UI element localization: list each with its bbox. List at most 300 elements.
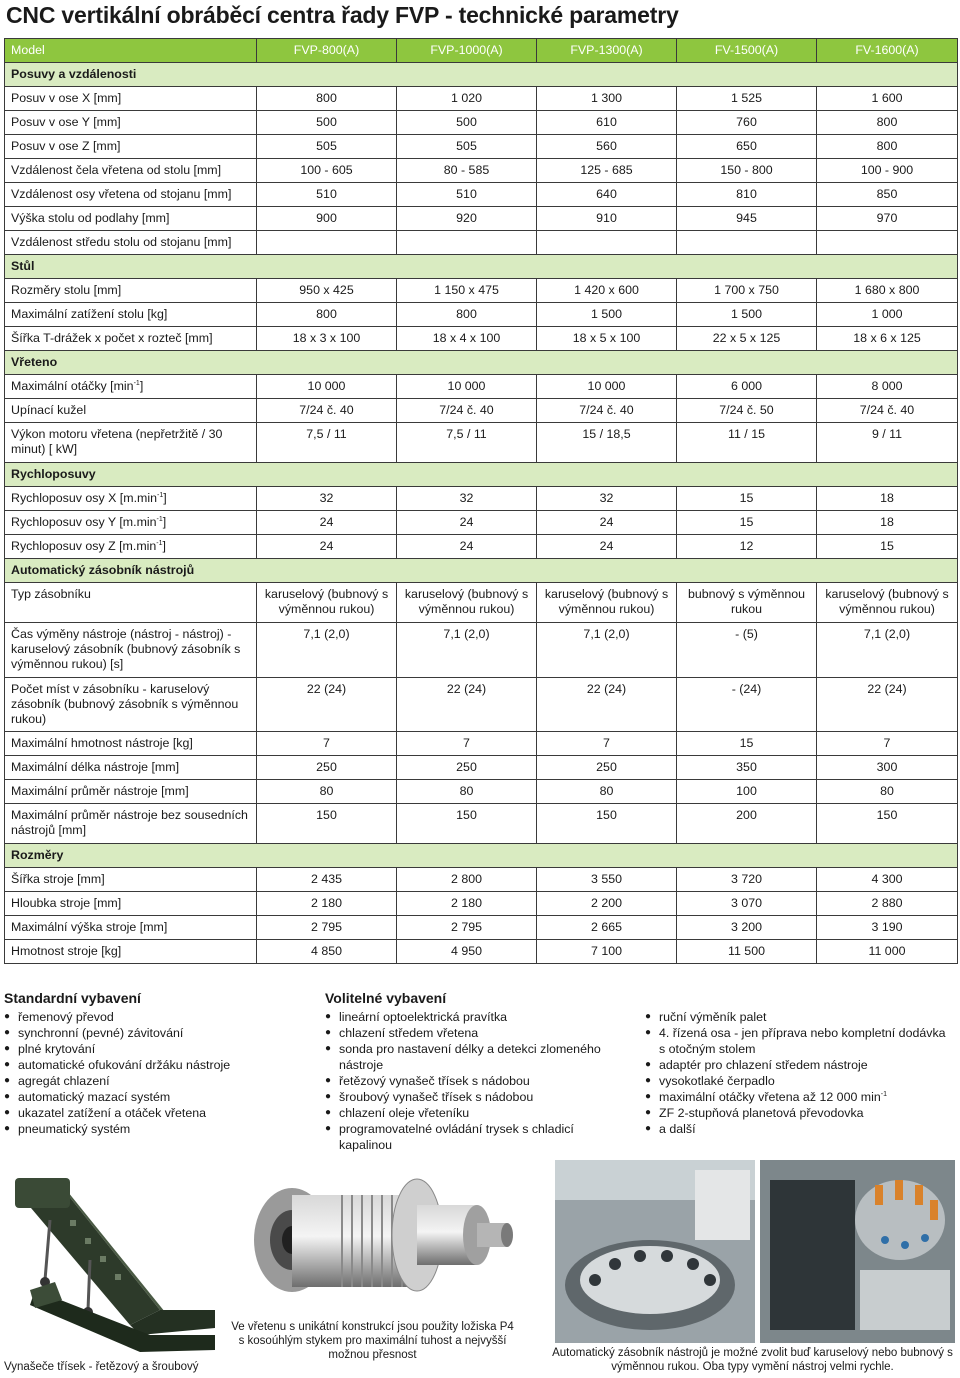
row-label [5,804,257,844]
list-item [645,1025,955,1057]
table-row [5,535,958,559]
table-cell: 15 [817,535,958,559]
table-cell: 2 800 [397,868,537,892]
table-cell: 7/24 č. 50 [677,399,817,423]
row-label-text: Výkon motoru vřetena (nepřetržitě / 30 minut) [ kW] [11,427,223,456]
table-row [5,87,958,111]
table-cell: 4 300 [817,868,958,892]
list-item [325,1025,625,1041]
unit-exponent: -1 [156,491,164,499]
row-label-text: Maximální otáčky [min [11,379,134,393]
table-cell: 22 (24) [397,678,537,732]
table-cell: 24 [537,511,677,535]
table-cell: 7 100 [537,940,677,964]
table-row [5,804,958,844]
table-cell: bubnový s výměnnou rukou [677,583,817,623]
row-label-text: Maximální výška stroje [mm] [11,920,168,934]
table-cell: 6 000 [677,375,817,399]
table-cell: 945 [677,207,817,231]
spindle-image [232,1155,522,1315]
table-cell: karuselový (bubnový s výměnnou rukou) [537,583,677,623]
table-cell: 1 000 [817,303,958,327]
row-label-text: Maximální zatížení stolu [kg] [11,307,168,321]
standard-equipment [4,990,304,1137]
table-cell: 250 [257,756,397,780]
row-label [5,940,257,964]
table-cell [397,231,537,255]
table-row [5,231,958,255]
row-label [5,892,257,916]
table-cell: 15 / 18,5 [537,423,677,463]
table-cell: 1 500 [677,303,817,327]
list-item-text: ukazatel zatížení a otáček vřetena [18,1106,207,1120]
table-cell: 510 [257,183,397,207]
table-cell: 100 [677,780,817,804]
table-cell: 32 [397,487,537,511]
table-cell: 1 525 [677,87,817,111]
table-cell: 9 / 11 [817,423,958,463]
list-item [645,1057,955,1073]
table-cell: 970 [817,207,958,231]
row-label-text: Čas výměny nástroje (nástroj - nástroj) - karuselový zásobník (bubnový zásobník s výměnnou rukou) [s] [11,627,241,671]
row-label [5,583,257,623]
list-item-text: ZF 2-stupňová planetová převodovka [659,1106,864,1120]
list-item-text: chlazení oleje vřeteníku [339,1106,470,1120]
list-item-text: pneumatický systém [18,1122,131,1136]
list-item-text: lineární optoelektrická pravítka [339,1010,508,1024]
table-cell: 11 000 [817,940,958,964]
section-title: Posuvy a vzdálenosti [5,63,958,87]
table-cell: 18 x 5 x 100 [537,327,677,351]
table-cell: 910 [537,207,677,231]
list-item [325,1041,625,1073]
table-cell: 3 200 [677,916,817,940]
header-model-name: FV-1500(A) [677,39,817,63]
table-cell [817,231,958,255]
section-title: Vřeteno [5,351,958,375]
table-cell: 80 [537,780,677,804]
table-cell: 15 [677,487,817,511]
optional-equipment-2 [645,1009,955,1137]
row-label [5,87,257,111]
row-label [5,399,257,423]
table-row [5,583,958,623]
list-item [4,1089,304,1105]
list-item [325,1009,625,1025]
table-row [5,732,958,756]
section-header-row [5,559,958,583]
table-row [5,423,958,463]
table-cell: 3 070 [677,892,817,916]
table-cell: 150 - 800 [677,159,817,183]
table-cell: 150 [397,804,537,844]
header-model-label: Model [5,39,257,63]
table-row [5,756,958,780]
table-cell: 800 [817,111,958,135]
list-item-text: programovatelné ovládání trysek s chladicí kapalinou [339,1122,574,1152]
row-label [5,135,257,159]
row-label-suffix: ] [139,379,144,393]
table-cell: 1 420 x 600 [537,279,677,303]
row-label-text: Posuv v ose X [mm] [11,91,122,105]
standard-list [4,1009,304,1137]
row-label-text: Maximální délka nástroje [mm] [11,760,180,774]
row-label-text: Maximální průměr nástroje [mm] [11,784,189,798]
table-cell: 505 [397,135,537,159]
row-label-suffix: ] [162,539,166,553]
table-row [5,623,958,678]
list-item [325,1121,625,1153]
table-row [5,780,958,804]
table-cell: 3 550 [537,868,677,892]
row-label [5,511,257,535]
magazine-caption: Automatický zásobník nástrojů je možné zvolit buď karuselový nebo bubnový s výměnnou rukou. Oba typy vymění nástroj velmi rychle. [552,1347,953,1373]
table-cell: 1 150 x 475 [397,279,537,303]
row-label-text: Výška stolu od podlahy [mm] [11,211,170,225]
table-cell: karuselový (bubnový s výměnnou rukou) [397,583,537,623]
table-cell: karuselový (bubnový s výměnnou rukou) [257,583,397,623]
list-item [4,1121,304,1137]
table-cell: 650 [677,135,817,159]
table-cell: 200 [677,804,817,844]
row-label-text: Upínací kužel [11,403,87,417]
table-cell: 2 795 [397,916,537,940]
conveyor-caption: Vynašeče třísek - řetězový a šroubový [4,1361,199,1373]
table-cell: 250 [397,756,537,780]
table-row [5,511,958,535]
row-label [5,535,257,559]
list-item [4,1073,304,1089]
table-cell: 2 880 [817,892,958,916]
table-cell: 18 x 4 x 100 [397,327,537,351]
table-cell: 12 [677,535,817,559]
table-cell: 1 600 [817,87,958,111]
list-item [645,1121,955,1137]
table-cell: 1 300 [537,87,677,111]
table-cell: 800 [817,135,958,159]
table-cell: 100 - 605 [257,159,397,183]
table-cell: 760 [677,111,817,135]
table-cell: - (5) [677,623,817,678]
table-cell: 510 [397,183,537,207]
table-cell: 18 x 3 x 100 [257,327,397,351]
table-cell: 3 190 [817,916,958,940]
table-cell: 150 [257,804,397,844]
list-item [645,1105,955,1121]
list-item-text: 4. řízená osa - jen příprava nebo kompletní dodávka s otočným stolem [659,1026,946,1056]
list-item-text: adaptér pro chlazení středem nástroje [659,1058,868,1072]
list-item-text: automatický mazací systém [18,1090,171,1104]
table-cell: 7/24 č. 40 [817,399,958,423]
table-cell: 1 500 [537,303,677,327]
row-label [5,183,257,207]
table-cell: 300 [817,756,958,780]
table-cell: 7 [817,732,958,756]
table-cell: 22 x 5 x 125 [677,327,817,351]
row-label-text: Hloubka stroje [mm] [11,896,122,910]
list-item [4,1105,304,1121]
unit-exponent: -1 [133,379,140,387]
table-cell: 80 [817,780,958,804]
table-cell: 24 [537,535,677,559]
list-item [325,1105,625,1121]
row-label [5,623,257,678]
list-item [325,1089,625,1105]
row-label [5,303,257,327]
table-row [5,327,958,351]
table-cell: 15 [677,511,817,535]
header-model-name: FVP-800(A) [257,39,397,63]
row-label [5,327,257,351]
list-item-text: řetězový vynašeč třísek s nádobou [339,1074,530,1088]
row-label [5,231,257,255]
table-cell: 11 500 [677,940,817,964]
row-label-text: Typ zásobníku [11,587,91,601]
table-cell: 900 [257,207,397,231]
unit-exponent: -1 [156,539,163,547]
row-label-text: Maximální průměr nástroje bez sousedních nástrojů [mm] [11,808,248,837]
table-cell: 800 [257,87,397,111]
table-cell: 22 (24) [257,678,397,732]
table-cell: 850 [817,183,958,207]
table-cell: 610 [537,111,677,135]
table-cell: 18 x 6 x 125 [817,327,958,351]
list-item-text: sonda pro nastavení délky a detekci zlomeného nástroje [339,1042,601,1072]
optional-list [325,1009,625,1153]
table-cell: 920 [397,207,537,231]
unit-exponent: -1 [156,515,163,523]
list-item [4,1025,304,1041]
spindle-caption: Ve vřetenu s unikátní konstrukcí jsou použity ložiska P4 s kosoúhlým stykem pro maximální tuhost a nejvyšší možnou přesnost [231,1321,514,1361]
table-row [5,868,958,892]
table-cell: 22 (24) [537,678,677,732]
table-cell: 560 [537,135,677,159]
row-label-text: Rychloposuv osy X [m.min [11,491,157,505]
list-item-text: synchronní (pevné) závitování [18,1026,184,1040]
list-item [325,1073,625,1089]
table-cell: 2 435 [257,868,397,892]
table-row [5,207,958,231]
row-label [5,678,257,732]
table-cell: 810 [677,183,817,207]
table-cell [677,231,817,255]
table-cell: - (24) [677,678,817,732]
table-cell: 1 700 x 750 [677,279,817,303]
tool-magazine-image [555,1160,955,1343]
table-cell: 950 x 425 [257,279,397,303]
row-label-text: Šířka stroje [mm] [11,872,105,886]
list-item-text: agregát chlazení [18,1074,110,1088]
section-title: Rychloposuvy [5,463,958,487]
row-label [5,111,257,135]
section-title: Rozměry [5,844,958,868]
list-item [4,1009,304,1025]
table-cell: 7 [397,732,537,756]
table-cell: 1 680 x 800 [817,279,958,303]
list-item-text: plné krytování [18,1042,96,1056]
table-cell: 24 [257,535,397,559]
equipment-lists [0,990,960,1160]
row-label [5,756,257,780]
table-row [5,111,958,135]
row-label [5,207,257,231]
table-cell: karuselový (bubnový s výměnnou rukou) [817,583,958,623]
table-cell: 2 180 [397,892,537,916]
table-row [5,399,958,423]
row-label-text: Vzdálenost osy vřetena od stojanu [mm] [11,187,232,201]
row-label-text: Šířka T-drážek x počet x rozteč [mm] [11,331,213,345]
table-cell: 7,5 / 11 [257,423,397,463]
table-cell: 11 / 15 [677,423,817,463]
row-label-suffix: ] [163,491,167,505]
table-cell: 7,1 (2,0) [537,623,677,678]
table-row [5,940,958,964]
chip-conveyor-image [0,1160,225,1355]
header-model-name: FV-1600(A) [817,39,958,63]
optional-title: Volitelné vybavení [325,990,447,1006]
table-cell: 4 850 [257,940,397,964]
row-label [5,916,257,940]
table-cell: 15 [677,732,817,756]
table-cell: 100 - 900 [817,159,958,183]
table-cell: 24 [397,535,537,559]
row-label-text: Počet míst v zásobníku - karuselový zásobník (bubnový zásobník s výměnnou rukou) [11,682,239,726]
list-item [645,1009,955,1025]
table-cell: 150 [817,804,958,844]
table-cell: 7,1 (2,0) [397,623,537,678]
table-cell: 10 000 [537,375,677,399]
row-label-text: Posuv v ose Y [mm] [11,115,121,129]
table-cell [257,231,397,255]
table-header-row [5,39,958,63]
unit-exponent: -1 [880,1090,887,1098]
table-cell: 500 [397,111,537,135]
table-cell: 80 [397,780,537,804]
row-label-text: Rychloposuv osy Z [m.min [11,539,157,553]
table-cell: 7,1 (2,0) [257,623,397,678]
table-row [5,487,958,511]
table-cell: 80 [257,780,397,804]
table-cell [537,231,677,255]
section-title: Automatický zásobník nástrojů [5,559,958,583]
header-model-name: FVP-1000(A) [397,39,537,63]
table-row [5,892,958,916]
table-row [5,678,958,732]
row-label [5,487,257,511]
row-label-text: Vzdálenost středu stolu od stojanu [mm] [11,235,232,249]
table-row [5,303,958,327]
row-label-text: Rychloposuv osy Y [m.min [11,515,157,529]
table-cell: 500 [257,111,397,135]
table-cell: 800 [257,303,397,327]
section-header-row [5,463,958,487]
table-row [5,159,958,183]
table-cell: 18 [817,511,958,535]
table-cell: 32 [537,487,677,511]
row-label-text: Rozměry stolu [mm] [11,283,122,297]
list-item-text: řemenový převod [18,1010,114,1024]
row-label [5,732,257,756]
list-item [645,1073,955,1089]
table-cell: 800 [397,303,537,327]
table-cell: 150 [537,804,677,844]
table-cell: 4 950 [397,940,537,964]
table-cell: 2 665 [537,916,677,940]
row-label [5,868,257,892]
list-item-text: maximální otáčky vřetena až 12 000 min [659,1090,881,1104]
row-label-suffix: ] [162,515,167,529]
list-item-text: šroubový vynašeč třísek s nádobou [339,1090,534,1104]
table-row [5,279,958,303]
table-row [5,375,958,399]
table-cell: 24 [397,511,537,535]
table-cell: 8 000 [817,375,958,399]
table-cell: 505 [257,135,397,159]
row-label [5,375,257,399]
spec-table [4,38,958,964]
table-cell: 7,5 / 11 [397,423,537,463]
table-cell: 7 [257,732,397,756]
table-cell: 32 [257,487,397,511]
section-title: Stůl [5,255,958,279]
page-title: CNC vertikální obráběcí centra řady FVP - technické parametry [6,2,679,28]
list-item-text: vysokotlaké čerpadlo [659,1074,775,1088]
table-cell: 7 [537,732,677,756]
table-cell: 250 [537,756,677,780]
optional-equipment [325,990,625,1153]
list-item [4,1057,304,1073]
table-cell: 24 [257,511,397,535]
table-cell: 10 000 [257,375,397,399]
list-item [645,1089,955,1105]
table-cell: 7/24 č. 40 [257,399,397,423]
section-header-row [5,255,958,279]
list-item [4,1041,304,1057]
table-cell: 1 020 [397,87,537,111]
row-label [5,780,257,804]
table-cell: 80 - 585 [397,159,537,183]
table-cell: 2 180 [257,892,397,916]
table-cell: 10 000 [397,375,537,399]
table-cell: 125 - 685 [537,159,677,183]
section-header-row [5,63,958,87]
section-header-row [5,844,958,868]
table-cell: 18 [817,487,958,511]
standard-title: Standardní vybavení [4,990,141,1006]
table-cell: 7/24 č. 40 [537,399,677,423]
table-cell: 3 720 [677,868,817,892]
row-label-text: Maximální hmotnost nástroje [kg] [11,736,193,750]
table-cell: 640 [537,183,677,207]
header-model-name: FVP-1300(A) [537,39,677,63]
table-row [5,183,958,207]
row-label [5,159,257,183]
table-cell: 2 200 [537,892,677,916]
table-cell: 7,1 (2,0) [817,623,958,678]
row-label [5,279,257,303]
table-row [5,916,958,940]
row-label-text: Vzdálenost čela vřetena od stolu [mm] [11,163,222,177]
table-cell: 7/24 č. 40 [397,399,537,423]
table-cell: 350 [677,756,817,780]
table-cell: 2 795 [257,916,397,940]
table-cell: 22 (24) [817,678,958,732]
list-item-text: automatické ofukování držáku nástroje [18,1058,231,1072]
list-item-text: ruční výměník palet [659,1010,767,1024]
row-label [5,423,257,463]
row-label-text: Posuv v ose Z [mm] [11,139,121,153]
row-label-text: Hmotnost stroje [kg] [11,944,122,958]
